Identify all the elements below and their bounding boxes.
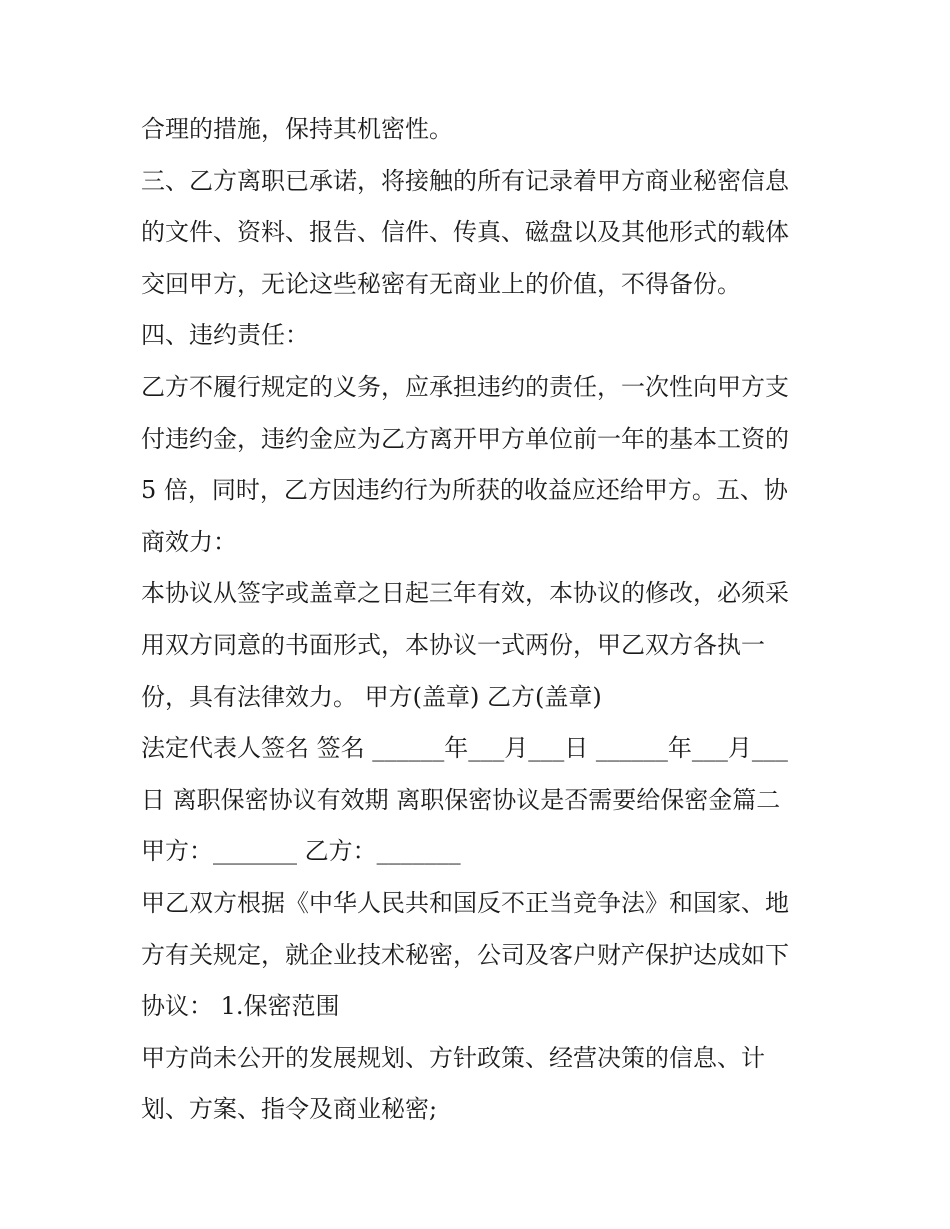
text-line-7: 付违约金，违约金应为乙方离开甲方单位前一年的基本工资的 [141, 424, 789, 453]
text-line-11: 用双方同意的书面形式，本协议一式两份，甲乙双方各执一 [141, 630, 765, 659]
text-line-4: 交回甲方，无论这些秘密有无商业上的价值，不得备份。 [141, 269, 741, 298]
text-line-6: 乙方不履行规定的义务，应承担违约的责任，一次性向甲方支 [141, 372, 789, 401]
text-line-12: 份，具有法律效力。 甲方(盖章) 乙方(盖章) [141, 682, 602, 711]
signature-line: 法定代表人签名 签名 ______年___月___日 ______年___月___ [141, 734, 788, 763]
parties-line: 甲方：_______ 乙方：_______ [141, 837, 461, 866]
text-line-20: 划、方案、指令及商业秘密; [141, 1095, 438, 1124]
text-line-3: 的文件、资料、报告、信件、传真、磁盘以及其他形式的载体 [141, 218, 789, 247]
text-line-14: 日 离职保密协议有效期 离职保密协议是否需要给保密金篇二 [141, 785, 781, 814]
text-line-10: 本协议从签字或盖章之日起三年有效，本协议的修改，必须采 [141, 579, 789, 608]
text-line-8: 5 倍，同时，乙方因违约行为所获的收益应还给甲方。五、协 [141, 476, 788, 505]
text-line-16: 甲乙双方根据《中华人民共和国反不正当竞争法》和国家、地 [141, 888, 789, 917]
text-line-17: 方有关规定，就企业技术秘密，公司及客户财产保护达成如下 [141, 940, 789, 969]
text-line-18: 协议： 1.保密范围 [141, 992, 340, 1021]
text-line-19: 甲方尚未公开的发展规划、方针政策、经营决策的信息、计 [141, 1043, 765, 1072]
text-line-1: 合理的措施，保持其机密性。 [141, 115, 453, 143]
text-line-2: 三、乙方离职已承诺，将接触的所有记录着甲方商业秘密信息 [141, 166, 789, 195]
document-body [141, 104, 821, 1136]
section-heading-breach: 四、违约责任： [141, 321, 309, 350]
text-line-9: 商效力： [141, 527, 237, 556]
